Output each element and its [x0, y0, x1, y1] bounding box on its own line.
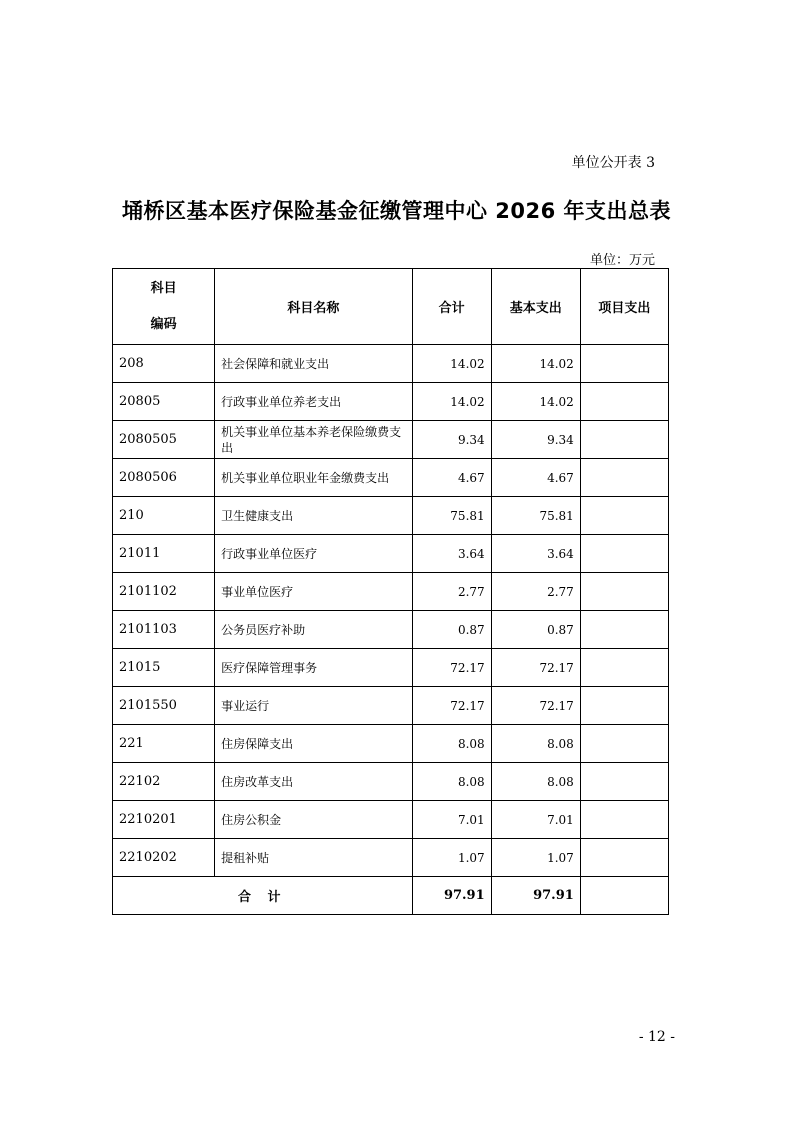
total-row — [113, 877, 669, 915]
header-code-line2: 编码 — [150, 316, 177, 332]
row-project — [580, 383, 668, 421]
table-row — [113, 725, 669, 763]
row-project — [580, 345, 668, 383]
row-name: 公务员医疗补助 — [215, 611, 412, 649]
row-total: 9.34 — [412, 421, 491, 459]
row-project — [580, 573, 668, 611]
row-basic: 72.17 — [491, 687, 580, 725]
row-code: 21015 — [113, 649, 215, 687]
header-code — [113, 269, 215, 345]
row-basic: 75.81 — [491, 497, 580, 535]
row-code: 221 — [113, 725, 215, 763]
row-total: 14.02 — [412, 345, 491, 383]
row-project — [580, 763, 668, 801]
row-total: 8.08 — [412, 763, 491, 801]
header-basic: 基本支出 — [491, 269, 580, 345]
row-basic: 3.64 — [491, 535, 580, 573]
total-basic: 97.91 — [491, 877, 580, 915]
row-code: 2101102 — [113, 573, 215, 611]
row-code: 2080505 — [113, 421, 215, 459]
header-name: 科目名称 — [215, 269, 412, 345]
header-total: 合计 — [412, 269, 491, 345]
total-sum: 97.91 — [412, 877, 491, 915]
header-code-line1: 科目 — [150, 280, 177, 296]
row-basic: 0.87 — [491, 611, 580, 649]
table-row — [113, 383, 669, 421]
table-label: 单位公开表 3 — [571, 155, 655, 171]
table-row — [113, 345, 669, 383]
table-row — [113, 649, 669, 687]
table-row — [113, 535, 669, 573]
row-project — [580, 839, 668, 877]
page-number: - 12 - — [638, 1029, 675, 1045]
row-project — [580, 611, 668, 649]
row-total: 0.87 — [412, 611, 491, 649]
row-basic: 14.02 — [491, 345, 580, 383]
row-project — [580, 649, 668, 687]
expenditure-table — [112, 268, 669, 915]
row-basic: 8.08 — [491, 763, 580, 801]
row-name: 住房公积金 — [215, 801, 412, 839]
table-header-row — [113, 269, 669, 345]
row-basic: 9.34 — [491, 421, 580, 459]
row-basic: 14.02 — [491, 383, 580, 421]
table-row — [113, 497, 669, 535]
table-row — [113, 763, 669, 801]
row-name: 住房保障支出 — [215, 725, 412, 763]
table-row — [113, 687, 669, 725]
row-basic: 4.67 — [491, 459, 580, 497]
row-total: 2.77 — [412, 573, 491, 611]
row-basic: 72.17 — [491, 649, 580, 687]
row-project — [580, 421, 668, 459]
row-code: 22102 — [113, 763, 215, 801]
row-basic: 2.77 — [491, 573, 580, 611]
row-name: 机关事业单位基本养老保险缴费支出 — [215, 421, 412, 459]
row-code: 210 — [113, 497, 215, 535]
row-project — [580, 459, 668, 497]
row-total: 8.08 — [412, 725, 491, 763]
row-total: 4.67 — [412, 459, 491, 497]
row-project — [580, 497, 668, 535]
row-project — [580, 535, 668, 573]
row-total: 75.81 — [412, 497, 491, 535]
row-total: 3.64 — [412, 535, 491, 573]
header-project: 项目支出 — [580, 269, 668, 345]
total-project — [580, 877, 668, 915]
table-row — [113, 459, 669, 497]
row-code: 20805 — [113, 383, 215, 421]
row-code: 2210202 — [113, 839, 215, 877]
row-project — [580, 801, 668, 839]
row-total: 72.17 — [412, 687, 491, 725]
row-total: 14.02 — [412, 383, 491, 421]
table-row — [113, 611, 669, 649]
table-row — [113, 839, 669, 877]
total-label: 合 计 — [113, 877, 413, 915]
row-basic: 7.01 — [491, 801, 580, 839]
row-name: 机关事业单位职业年金缴费支出 — [215, 459, 412, 497]
row-code: 2101550 — [113, 687, 215, 725]
page-title: 埇桥区基本医疗保险基金征缴管理中心 2026 年支出总表 — [121, 199, 672, 223]
row-name: 住房改革支出 — [215, 763, 412, 801]
row-total: 72.17 — [412, 649, 491, 687]
row-name: 行政事业单位养老支出 — [215, 383, 412, 421]
row-name: 行政事业单位医疗 — [215, 535, 412, 573]
table-body — [113, 345, 669, 877]
row-code: 2080506 — [113, 459, 215, 497]
row-name: 卫生健康支出 — [215, 497, 412, 535]
row-basic: 1.07 — [491, 839, 580, 877]
table-row — [113, 573, 669, 611]
unit-label: 单位：万元 — [589, 253, 655, 268]
row-code: 2210201 — [113, 801, 215, 839]
row-total: 7.01 — [412, 801, 491, 839]
row-total: 1.07 — [412, 839, 491, 877]
table-row — [113, 801, 669, 839]
row-code: 21011 — [113, 535, 215, 573]
row-name: 提租补贴 — [215, 839, 412, 877]
row-name: 医疗保障管理事务 — [215, 649, 412, 687]
table-row — [113, 421, 669, 459]
row-code: 208 — [113, 345, 215, 383]
row-code: 2101103 — [113, 611, 215, 649]
row-name: 事业单位医疗 — [215, 573, 412, 611]
row-project — [580, 687, 668, 725]
row-name: 社会保障和就业支出 — [215, 345, 412, 383]
row-project — [580, 725, 668, 763]
row-name: 事业运行 — [215, 687, 412, 725]
row-basic: 8.08 — [491, 725, 580, 763]
